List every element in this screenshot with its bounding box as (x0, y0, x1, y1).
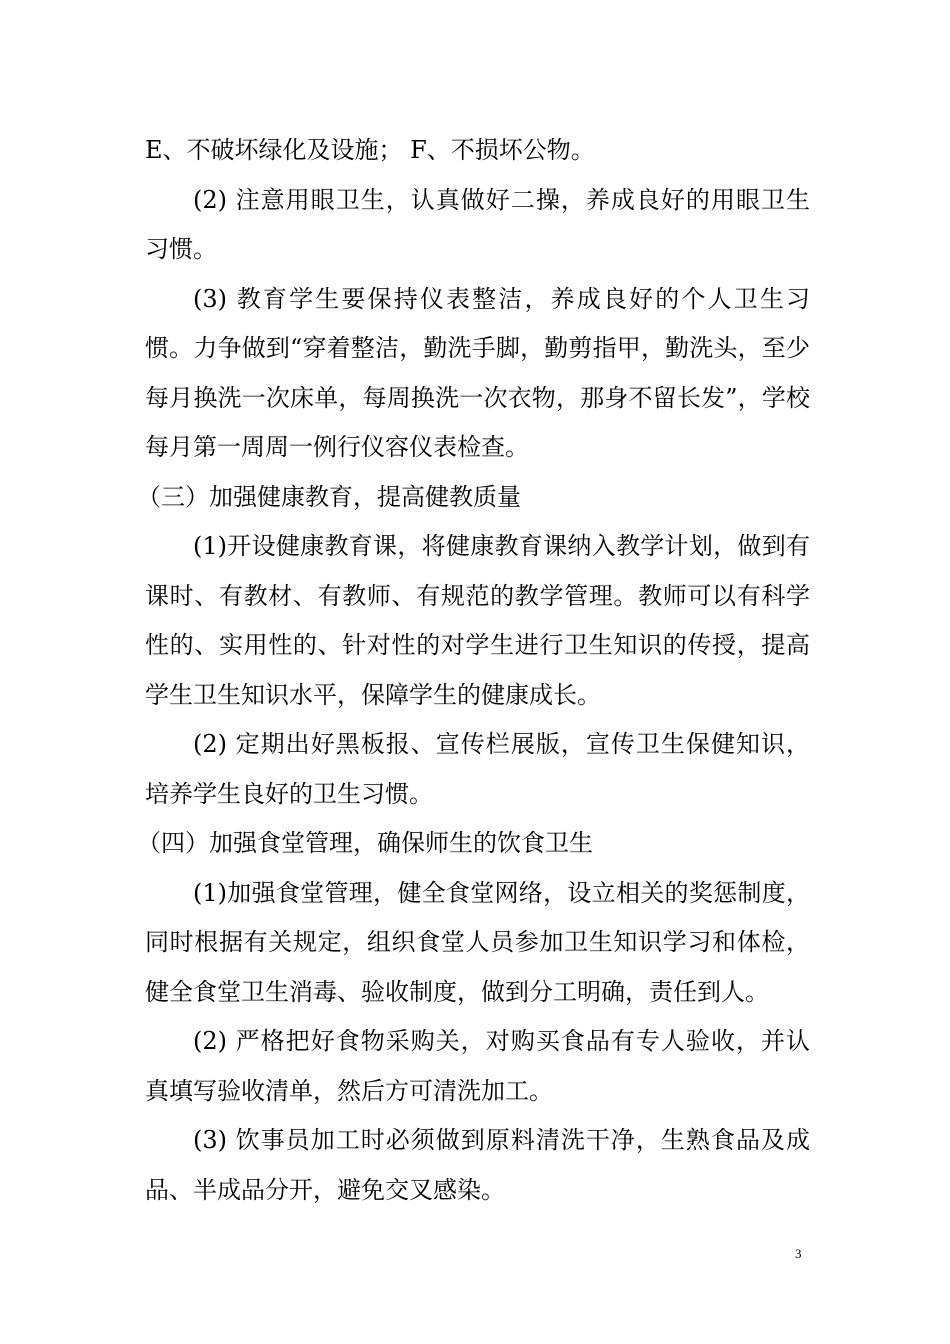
section-heading-health-education: （三）加强健康教育，提高健教质量 (137, 482, 521, 511)
section-heading-canteen-management: （四）加强食堂管理，确保师生的饮食卫生 (137, 829, 593, 857)
paragraph-health-course: (1)开设健康教育课，将健康教育课纳入教学计划，做到有课时、有教材、有教师、有规范的教学管理。教师可以有科学性的、实用性的、针对性的对学生进行卫生知识的传授，提高学生卫生知识水平，保障学生的健康成长。 (145, 532, 810, 709)
paragraph-blackboard-newsletter: (2) 定期出好黑板报、宣传栏展版，宣传卫生保健知识，培养学生良好的卫生习惯。 (145, 730, 810, 808)
paragraph-rules-ef: E、不破坏绿化及设施； F、不损坏公物。 (145, 136, 595, 164)
paragraph-food-processing: (3) 饮事员加工时必须做到原料清洗干净，生熟食品及成品、半成品分开，避免交叉感染。 (145, 1126, 810, 1204)
paragraph-eye-hygiene: (2) 注意用眼卫生，认真做好二操，养成良好的用眼卫生习惯。 (145, 185, 810, 263)
paragraph-canteen-network: (1)加强食堂管理，健全食堂网络，设立相关的奖惩制度，同时根据有关规定，组织食堂人员参加卫生知识学习和体检，健全食堂卫生消毒、验收制度，做到分工明确，责任到人。 (145, 878, 810, 1006)
paragraph-personal-hygiene: (3) 教育学生要保持仪表整洁，养成良好的个人卫生习惯。力争做到“穿着整洁，勤洗手脚，勤剪指甲，勤洗头，至少每月换洗一次床单，每周换洗一次衣物，那身不留长发”，学校每月第一周周一例行仪容仪表检查。 (145, 284, 810, 461)
page-number: 3 (795, 1246, 802, 1261)
paragraph-food-purchasing: (2) 严格把好食物采购关，对购买食品有专人验收，并认真填写验收清单，然后方可清洗加工。 (145, 1027, 810, 1105)
document-body (137, 126, 810, 1215)
